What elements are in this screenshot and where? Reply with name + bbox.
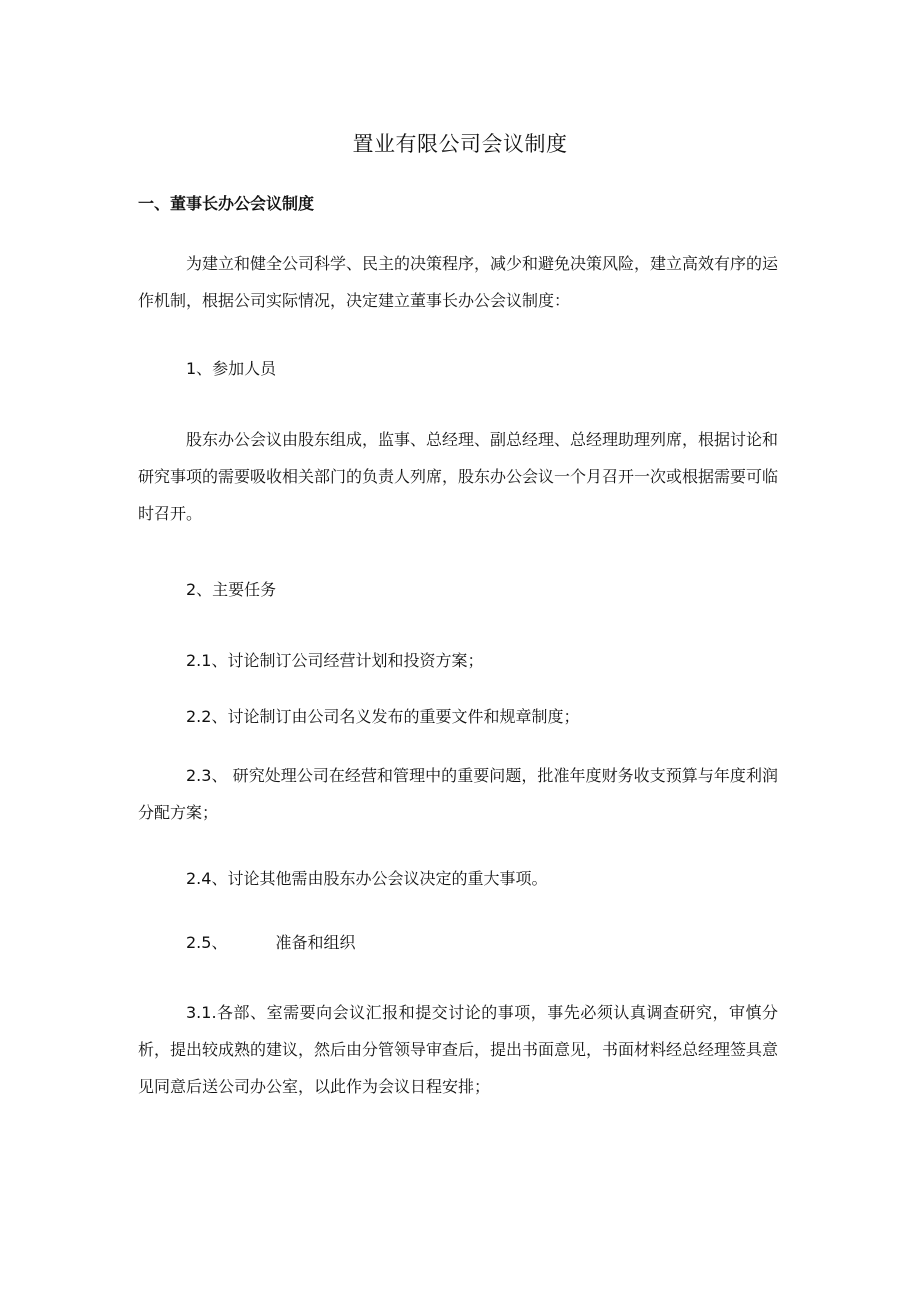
section-heading: 一、董事长办公会议制度 xyxy=(138,194,315,213)
intro-paragraph: 为建立和健全公司科学、民主的决策程序，减少和避免决策风险，建立高效有序的运作机制，根据公司实际情况，决定建立董事长办公会议制度： xyxy=(138,254,779,310)
task-item-2-2: 2.2、讨论制订由公司名义发布的重要文件和规章制度； xyxy=(186,707,580,726)
participants-paragraph: 股东办公会议由股东组成，监事、总经理、副总经理、总经理助理列席，根据讨论和研究事项的需要吸收相关部门的负责人列席，股东办公会议一个月召开一次或根据需要可临时召开。 xyxy=(138,430,779,523)
task-item-2-5 xyxy=(186,929,355,957)
task-item-2-3: 2.3、 研究处理公司在经营和管理中的重要问题，批准年度财务收支预算与年度利润分配方案； xyxy=(138,766,778,822)
task-item-2-5-text: 准备和组织 xyxy=(275,933,356,952)
task-item-2-5-number: 2.5、 xyxy=(186,933,228,952)
task-item-2-1: 2.1、讨论制订公司经营计划和投资方案； xyxy=(186,651,484,670)
document-title: 置业有限公司会议制度 xyxy=(352,132,568,156)
item-heading-main-tasks: 2、主要任务 xyxy=(186,580,277,599)
task-item-2-4: 2.4、讨论其他需由股东办公会议决定的重大事项。 xyxy=(186,869,548,888)
item-3-1-paragraph: 3.1.各部、室需要向会议汇报和提交讨论的事项，事先必须认真调查研究，审慎分析，提出较成熟的建议，然后由分管领导审查后，提出书面意见，书面材料经总经理签具意见同意后送公司办公室，以此作为会议日程安排； xyxy=(138,1003,779,1096)
item-heading-participants: 1、参加人员 xyxy=(186,359,277,378)
